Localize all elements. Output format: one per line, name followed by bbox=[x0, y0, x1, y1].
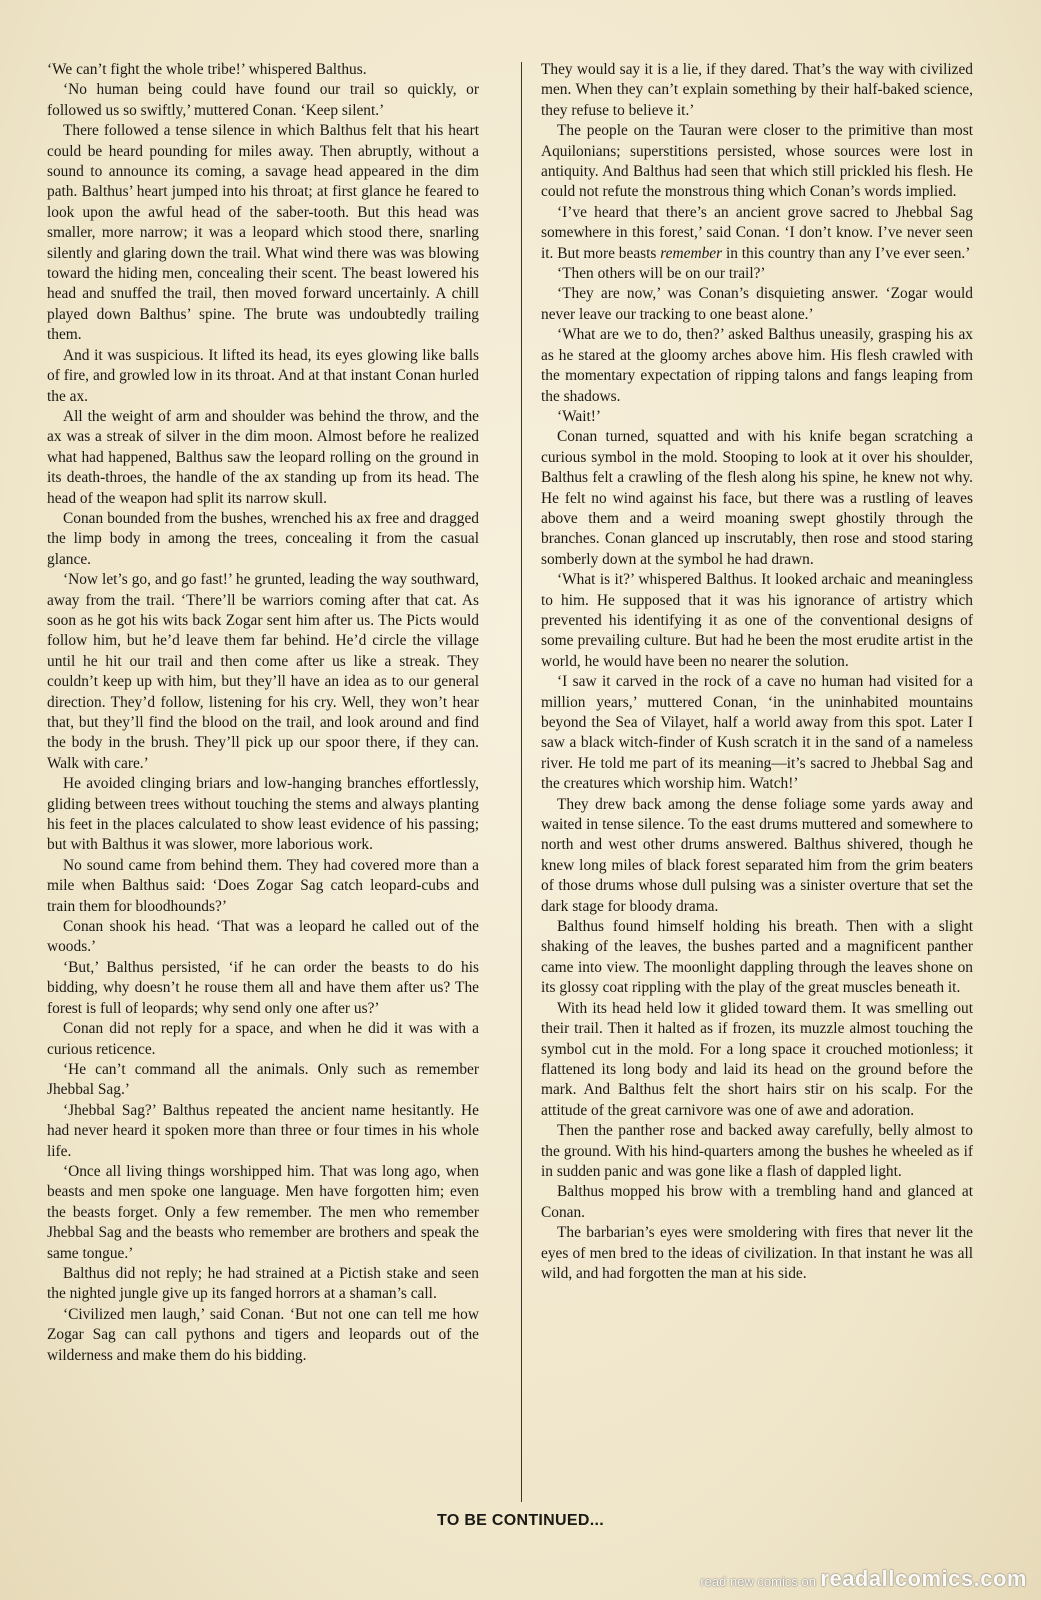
paragraph: And it was suspicious. It lifted its head, its eyes glowing like balls of fire, and growled low in its throat. And at that instant Conan hurled the ax. bbox=[47, 346, 479, 405]
paragraph: ‘They are now,’ was Conan’s disquieting answer. ‘Zogar would never leave our tracking to one beast alone.’ bbox=[541, 285, 973, 323]
paragraph: ‘Then others will be on our trail?’ bbox=[557, 265, 766, 283]
emphasis-text: remember bbox=[660, 244, 723, 262]
paragraph: ‘Once all living things worshipped him. That was long ago, when beasts and men spoke one language. Men have forgotten him; even the beasts forget. Only a few remember. The men who remember Jhebbal Sag and the beasts who remember are brothers and speak the same tongue.’ bbox=[47, 1162, 479, 1262]
paragraph: ‘Civilized men laugh,’ said Conan. ‘But not one can tell me how Zogar Sag can call pythons and tigers and leopards out of the wilderness and make them do his bidding. bbox=[47, 1305, 479, 1364]
paragraph: Balthus found himself holding his breath. Then with a slight shaking of the leaves, the bushes parted and a magnificent panther came into view. The moonlight dappling through the leaves shone on its glossy coat rippling with the play of the great muscles beneath it. bbox=[541, 918, 973, 997]
paragraph-grove bbox=[541, 203, 973, 264]
paragraph: ‘What is it?’ whispered Balthus. It looked archaic and meaningless to him. He supposed that it was his ignorance of artistry which prevented his identifying it as one of the conventional designs of some prevailing culture. But had he been the most erudite artist in the world, he would have been no nearer the solution. bbox=[541, 571, 973, 670]
column-divider bbox=[521, 62, 522, 1502]
paragraph: Conan bounded from the bushes, wrenched his ax free and dragged the limp body in among the trees, concealing it from the casual glance. bbox=[47, 509, 479, 568]
site-watermark bbox=[700, 1566, 1027, 1592]
paragraph: With its head held low it glided toward them. It was smelling out their trail. Then it halted as if frozen, its muzzle almost touching the symbol cut in the mold. For a long space it crouched motionless; it flattened its long body and laid its head on the ground before the mark. And Balthus felt the short hairs stir on his scalp. For the attitude of the great carnivore was one of awe and adoration. bbox=[541, 999, 973, 1119]
text-run: in this country than any I’ve ever seen.’ bbox=[722, 244, 971, 262]
paragraph: ‘He can’t command all the animals. Only such as remember Jhebbal Sag.’ bbox=[47, 1060, 479, 1099]
watermark-prefix: read new comics on bbox=[700, 1574, 816, 1589]
paragraph: ‘We can’t fight the whole tribe!’ whispered Balthus. bbox=[47, 61, 367, 78]
paragraph: Then the panther rose and backed away carefully, belly almost to the ground. With his hind-quarters among the bushes he wheeled as if in sudden panic and was gone like a flash of dappled light. bbox=[541, 1122, 973, 1180]
paragraph: Balthus mopped his brow with a trembling hand and glanced at Conan. bbox=[541, 1183, 973, 1221]
paragraph: ‘But,’ Balthus persisted, ‘if he can order the beasts to do his bidding, why doesn’t he rouse them all and have them after us? The forest is full of leopards; why send only one after us?’ bbox=[47, 958, 479, 1017]
paragraph: Conan turned, squatted and with his knife began scratching a curious symbol in the mold. Stooping to look at it over his shoulder, Balthus felt a crawling of the flesh along his spine, he knew not why. He felt no wind against his face, but there was a rustling of leaves above them and a weird moaning swept ghostily through the branches. Conan glanced up inscrutably, then rose and stood staring somberly down at the symbol he had drawn. bbox=[541, 428, 973, 568]
left-text-column bbox=[47, 60, 479, 1366]
watermark-site: readallcomics.com bbox=[820, 1566, 1027, 1591]
paragraph: ‘I saw it carved in the rock of a cave no human had visited for a million years,’ muttered Conan, ‘in the uninhabited mountains beyond the Sea of Vilayet, half a world away from this spot. Later I saw a black witch-finder of Kush scratch it in the sand of a nameless river. He told me part of its meaning—it’s sacred to Jhebbal Sag and the creatures which worship him. Watch!’ bbox=[541, 673, 973, 793]
paragraph: ‘Jhebbal Sag?’ Balthus repeated the ancient name hesitantly. He had never heard it spoken more than three or four times in his whole life. bbox=[47, 1101, 479, 1160]
paragraph: No sound came from behind them. They had covered more than a mile when Balthus said: ‘Does Zogar Sag catch leopard-cubs and train them for bloodhounds?’ bbox=[47, 856, 479, 915]
paragraph: They drew back among the dense foliage some yards away and waited in tense silence. To the east drums muttered and somewhere to north and west other drums answered. Balthus shivered, though he knew long miles of black forest separated him from the grim beaters of those drums whose dull pulsing was a sinister overture that set the dark stage for bloody drama. bbox=[541, 795, 973, 915]
paragraph: Conan shook his head. ‘That was a leopard he called out of the woods.’ bbox=[47, 918, 479, 956]
paragraph: ‘Wait!’ bbox=[557, 407, 602, 425]
paragraph: There followed a tense silence in which Balthus felt that his heart could be heard pounding for miles away. Then abruptly, without a sound to announce its coming, a savage head appeared in the dim path. Balthus’ heart jumped into his throat; at first glance he feared to look upon the awful head of the saber-tooth. But this head was smaller, more narrow; it was a leopard which stood there, snarling silently and glaring down the trail. What wind there was was blowing toward the hiding men, concealing their scent. The beast lowered his head and snuffed the trail, then moved forward uncertainly. A chill played down Balthus’ spine. The brute was undoubtedly trailing them. bbox=[47, 122, 479, 344]
paragraph: Balthus did not reply; he had strained at a Pictish stake and seen the nighted jungle give up its fanged horrors at a shaman’s call. bbox=[47, 1264, 479, 1303]
paragraph: He avoided clinging briars and low-hanging branches effortlessly, gliding between trees without touching the stems and always planting his feet in the places calculated to show least evidence of his passing; but with Balthus it was slower, more laborious work. bbox=[47, 775, 479, 854]
paragraph: All the weight of arm and shoulder was behind the throw, and the ax was a streak of silver in the dim moon. Almost before he realized what had happened, Balthus saw the leopard rolling on the ground in its death-throes, the handle of the ax standing up from its head. The head of the weapon had split its narrow skull. bbox=[47, 407, 479, 507]
paragraph: ‘No human being could have found our trail so quickly, or followed us so swiftly,’ muttered Conan. ‘Keep silent.’ bbox=[47, 81, 479, 119]
text-run: ‘I’ve heard that there’s an ancient grove sacred to Jhebbal Sag somewhere in this forest,’ said Conan. ‘I don’t know. I’ve never seen it. But more beasts bbox=[541, 203, 973, 262]
paragraph: ‘What are we to do, then?’ asked Balthus uneasily, grasping his ax as he stared at the gloomy arches above him. His flesh crawled with the momentary expectation of ripping talons and fangs leaping from the shadows. bbox=[541, 326, 973, 405]
paragraph: ‘Now let’s go, and go fast!’ he grunted, leading the way southward, away from the trail. ‘There’ll be warriors coming after that cat. As soon as he got his wits back Zogar sent him after us. The Picts would follow him, but he’d leave them far behind. He’d circle the village until he hit our trail and then come after us like a streak. They couldn’t keep up with him, but they’ll have an idea as to our general direction. They’d follow, listening for his cry. Well, they won’t hear that, but they’ll find the blood on the trail, and look around and find the body in the brush. They’ll pick up our spoor there, if they can. Walk with care.’ bbox=[47, 571, 479, 772]
paragraph: The people on the Tauran were closer to the primitive than most Aquilonians; superstitions persisted, whose sources were lost in antiquity. And Balthus had seen that which still prickled his flesh. He could not refute the monstrous thing which Conan’s words implied. bbox=[541, 122, 973, 201]
paragraph: They would say it is a lie, if they dared. That’s the way with civilized men. When they can’t explain something by their half-baked science, they refuse to believe it.’ bbox=[541, 61, 973, 119]
right-text-column bbox=[541, 60, 973, 1284]
paragraph: The barbarian’s eyes were smoldering with fires that never lit the eyes of men bred to the ideas of civilization. In that instant he was all wild, and had forgotten the man at his side. bbox=[541, 1224, 973, 1282]
paragraph: Conan did not reply for a space, and when he did it was with a curious reticence. bbox=[47, 1020, 479, 1058]
to-be-continued-footer: TO BE CONTINUED... bbox=[437, 1512, 604, 1529]
